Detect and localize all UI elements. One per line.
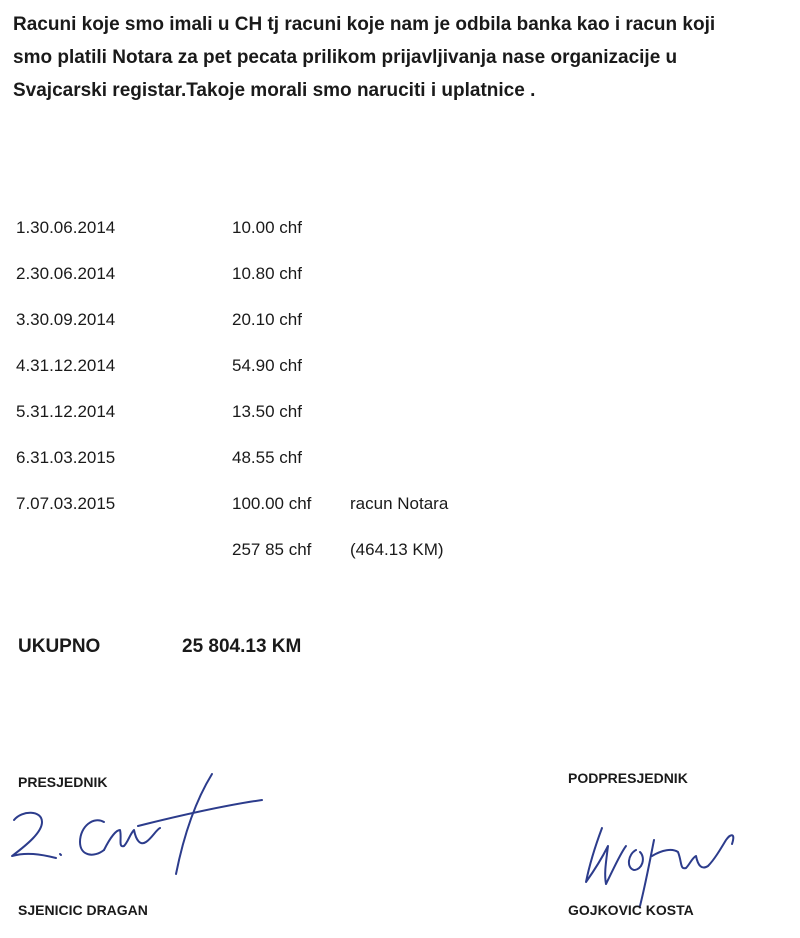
list-item: [0, 448, 800, 494]
president-signature-image: [0, 770, 270, 900]
entry-amount: 10.00 chf: [232, 218, 302, 237]
subtotal-amount: 257 85 chf: [232, 540, 312, 559]
entry-amount: 20.10 chf: [232, 310, 302, 329]
entry-amount: 100.00 chf: [232, 494, 312, 513]
vice-president-title: PODPRESJEDNIK: [568, 770, 688, 786]
list-item: [0, 264, 800, 310]
list-item: [0, 310, 800, 356]
entry-date: 4.31.12.2014: [16, 356, 116, 375]
entry-date: 2.30.06.2014: [16, 264, 116, 283]
list-item: [0, 218, 800, 264]
entry-amount: 10.80 chf: [232, 264, 302, 283]
president-title: PRESJEDNIK: [18, 774, 108, 790]
total-value: 25 804.13 KM: [182, 636, 302, 657]
list-item: [0, 494, 800, 540]
total-label: UKUPNO: [18, 636, 101, 657]
entry-amount: 13.50 chf: [232, 402, 302, 421]
list-item: [0, 356, 800, 402]
subtotal-row: [0, 540, 800, 586]
list-item: [0, 402, 800, 448]
vice-president-name: GOJKOVIC KOSTA: [568, 902, 694, 918]
entry-date: 5.31.12.2014: [16, 402, 116, 421]
entry-date: 7.07.03.2015: [16, 494, 116, 513]
vice-president-signature-image: [570, 810, 760, 910]
expense-list: [0, 218, 800, 586]
entry-amount: 54.90 chf: [232, 356, 302, 375]
entry-amount: 48.55 chf: [232, 448, 302, 467]
entry-note: racun Notara: [350, 494, 449, 513]
entry-date: 3.30.09.2014: [16, 310, 116, 329]
entry-date: 6.31.03.2015: [16, 448, 116, 467]
entry-date: 1.30.06.2014: [16, 218, 116, 237]
intro-paragraph: [13, 8, 788, 107]
subtotal-conversion: (464.13 KM): [350, 540, 444, 559]
president-name: SJENICIC DRAGAN: [18, 902, 148, 918]
intro-line-1: Racuni koje smo imali u CH tj racuni koje nam je odbila banka kao i racun koji: [13, 14, 716, 35]
intro-line-2: smo platili Notara za pet pecata prilikom prijavljivanja nase organizacije u: [13, 47, 678, 68]
intro-line-3: Svajcarski registar.Takoje morali smo naruciti i uplatnice .: [13, 80, 536, 101]
